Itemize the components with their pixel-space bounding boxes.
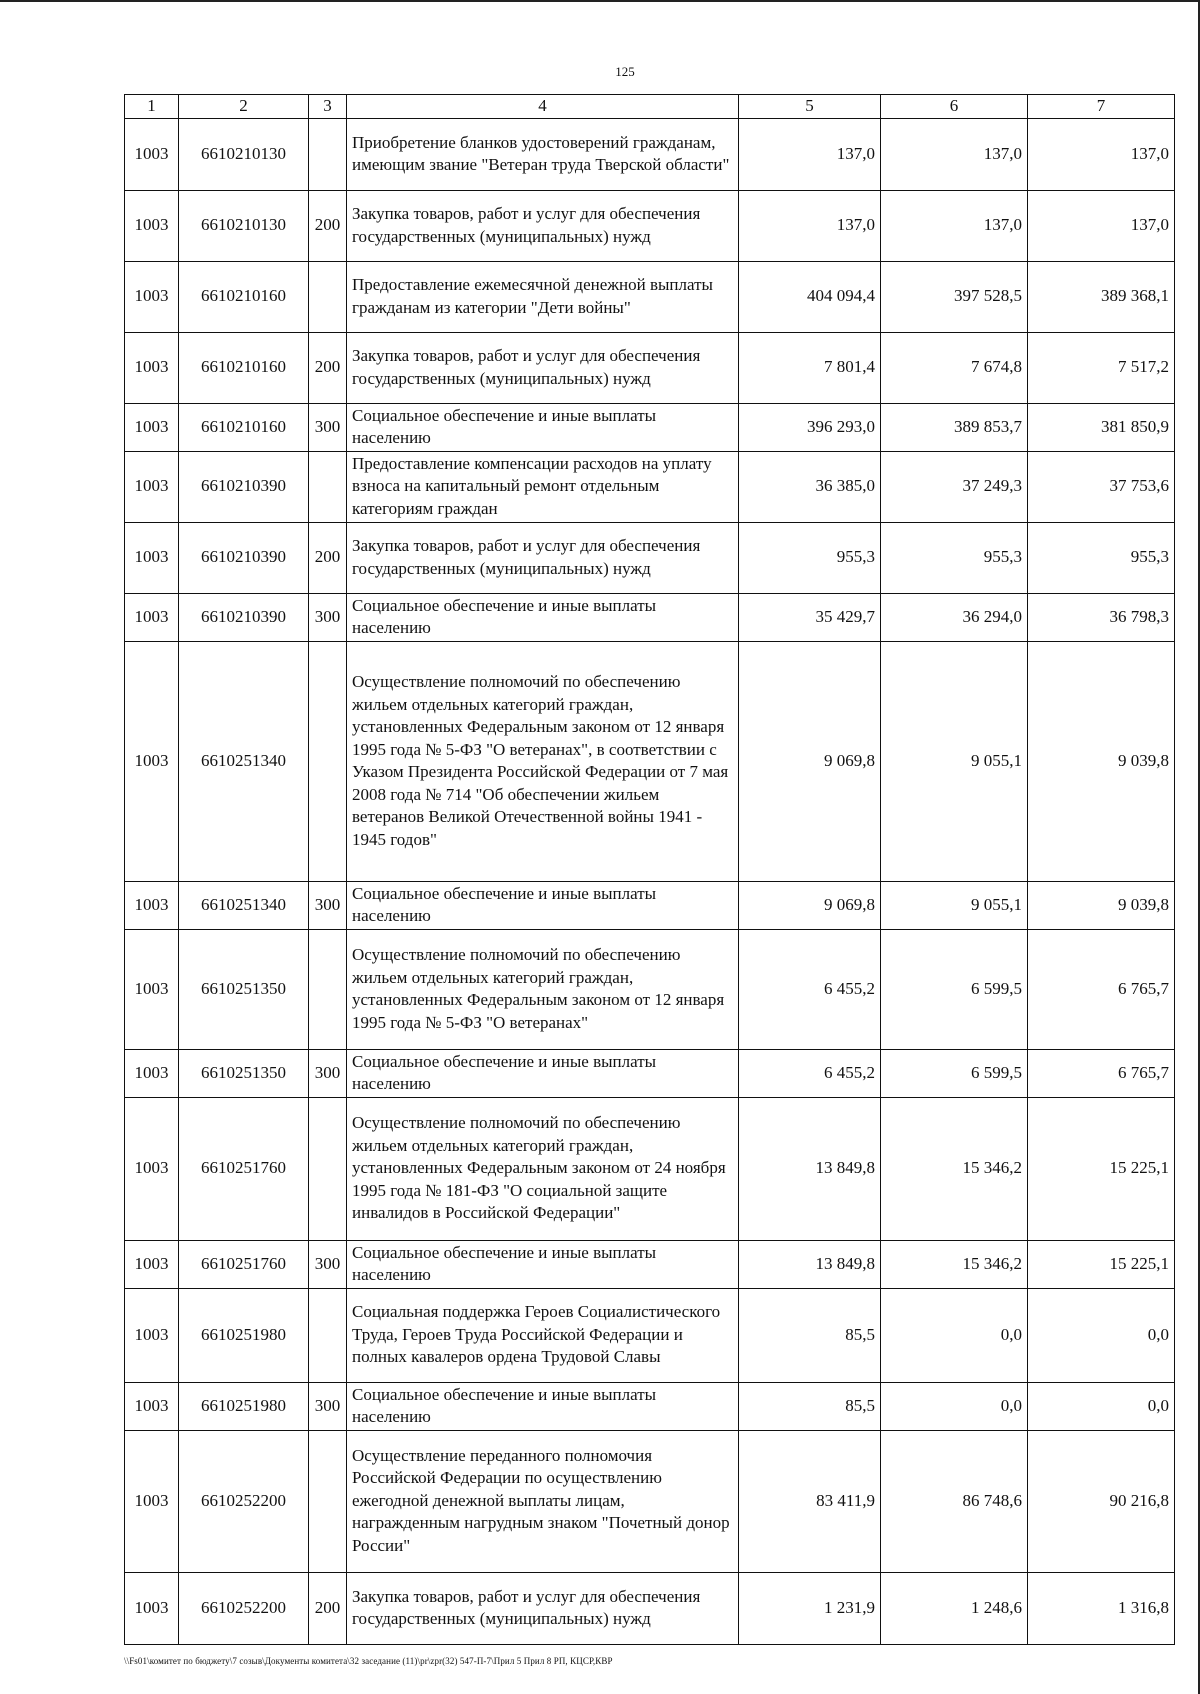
section-code-cell: 1003 xyxy=(125,332,179,403)
table-row xyxy=(125,881,1175,929)
item-name-cell: Социальное обеспечение и иные выплаты населению xyxy=(347,881,739,929)
item-name-cell: Социальное обеспечение и иные выплаты населению xyxy=(347,403,739,451)
budget-table xyxy=(124,94,1175,1645)
amount-col7-cell: 0,0 xyxy=(1028,1382,1175,1430)
expense-type-code-cell: 300 xyxy=(309,1382,347,1430)
amount-col5-cell: 1 231,9 xyxy=(739,1572,881,1644)
target-article-code-cell: 6610251980 xyxy=(179,1382,309,1430)
target-article-code-cell: 6610252200 xyxy=(179,1430,309,1572)
column-number-row xyxy=(125,95,1175,119)
table-row xyxy=(125,118,1175,190)
amount-col6-cell: 36 294,0 xyxy=(881,593,1028,641)
item-name-cell: Закупка товаров, работ и услуг для обеспечения государственных (муниципальных) нужд xyxy=(347,522,739,593)
amount-col6-cell: 6 599,5 xyxy=(881,929,1028,1049)
amount-col7-cell: 36 798,3 xyxy=(1028,593,1175,641)
section-code-cell: 1003 xyxy=(125,118,179,190)
section-code-cell: 1003 xyxy=(125,1382,179,1430)
section-code-cell: 1003 xyxy=(125,403,179,451)
section-code-cell: 1003 xyxy=(125,1240,179,1288)
table-row xyxy=(125,1049,1175,1097)
item-name-cell: Осуществление переданного полномочия Российской Федерации по осуществлению ежегодной денежной выплаты лицам, награжденным нагрудным знаком "Почетный донор России" xyxy=(347,1430,739,1572)
target-article-code-cell: 6610210130 xyxy=(179,190,309,261)
page-border-top xyxy=(0,0,1200,2)
amount-col5-cell: 6 455,2 xyxy=(739,1049,881,1097)
amount-col5-cell: 9 069,8 xyxy=(739,881,881,929)
amount-col7-cell: 15 225,1 xyxy=(1028,1240,1175,1288)
amount-col7-cell: 1 316,8 xyxy=(1028,1572,1175,1644)
target-article-code-cell: 6610210390 xyxy=(179,451,309,522)
amount-col5-cell: 83 411,9 xyxy=(739,1430,881,1572)
amount-col5-cell: 85,5 xyxy=(739,1288,881,1382)
expense-type-code-cell: 200 xyxy=(309,1572,347,1644)
amount-col6-cell: 1 248,6 xyxy=(881,1572,1028,1644)
section-code-cell: 1003 xyxy=(125,1049,179,1097)
item-name-cell: Социальное обеспечение и иные выплаты населению xyxy=(347,1240,739,1288)
section-code-cell: 1003 xyxy=(125,641,179,881)
expense-type-code-cell: 200 xyxy=(309,332,347,403)
table-row xyxy=(125,522,1175,593)
amount-col5-cell: 35 429,7 xyxy=(739,593,881,641)
section-code-cell: 1003 xyxy=(125,1572,179,1644)
amount-col6-cell: 389 853,7 xyxy=(881,403,1028,451)
expense-type-code-cell xyxy=(309,641,347,881)
section-code-cell: 1003 xyxy=(125,522,179,593)
table-row xyxy=(125,929,1175,1049)
amount-col7-cell: 6 765,7 xyxy=(1028,929,1175,1049)
amount-col5-cell: 404 094,4 xyxy=(739,261,881,332)
amount-col7-cell: 6 765,7 xyxy=(1028,1049,1175,1097)
amount-col7-cell: 389 368,1 xyxy=(1028,261,1175,332)
expense-type-code-cell xyxy=(309,451,347,522)
section-code-cell: 1003 xyxy=(125,190,179,261)
amount-col5-cell: 36 385,0 xyxy=(739,451,881,522)
target-article-code-cell: 6610210160 xyxy=(179,261,309,332)
amount-col5-cell: 7 801,4 xyxy=(739,332,881,403)
amount-col5-cell: 13 849,8 xyxy=(739,1240,881,1288)
table-row xyxy=(125,1288,1175,1382)
amount-col6-cell: 0,0 xyxy=(881,1288,1028,1382)
section-code-cell: 1003 xyxy=(125,1288,179,1382)
expense-type-code-cell: 300 xyxy=(309,1049,347,1097)
expense-type-code-cell: 200 xyxy=(309,522,347,593)
amount-col5-cell: 6 455,2 xyxy=(739,929,881,1049)
section-code-cell: 1003 xyxy=(125,1097,179,1240)
expense-type-code-cell: 300 xyxy=(309,593,347,641)
table-row xyxy=(125,1097,1175,1240)
expense-type-code-cell: 300 xyxy=(309,403,347,451)
amount-col6-cell: 37 249,3 xyxy=(881,451,1028,522)
item-name-cell: Закупка товаров, работ и услуг для обеспечения государственных (муниципальных) нужд xyxy=(347,190,739,261)
target-article-code-cell: 6610252200 xyxy=(179,1572,309,1644)
table-row xyxy=(125,261,1175,332)
table-row xyxy=(125,1430,1175,1572)
item-name-cell: Осуществление полномочий по обеспечению жильем отдельных категорий граждан, установленных Федеральным законом от 12 января 1995 года № 5-ФЗ "О ветеранах" xyxy=(347,929,739,1049)
item-name-cell: Осуществление полномочий по обеспечению жильем отдельных категорий граждан, установленных Федеральным законом от 12 января 1995 года № 5-ФЗ "О ветеранах", в соответствии с Указом Президента Российской Федерации от 7 мая 2008 года № 714 "Об обеспечении жильем ветеранов Великой Отечественной войны 1941 - 1945 годов" xyxy=(347,641,739,881)
target-article-code-cell: 6610210160 xyxy=(179,403,309,451)
amount-col7-cell: 9 039,8 xyxy=(1028,881,1175,929)
section-code-cell: 1003 xyxy=(125,881,179,929)
section-code-cell: 1003 xyxy=(125,929,179,1049)
amount-col7-cell: 9 039,8 xyxy=(1028,641,1175,881)
amount-col6-cell: 6 599,5 xyxy=(881,1049,1028,1097)
table-row xyxy=(125,451,1175,522)
amount-col6-cell: 955,3 xyxy=(881,522,1028,593)
amount-col6-cell: 397 528,5 xyxy=(881,261,1028,332)
expense-type-code-cell: 200 xyxy=(309,190,347,261)
amount-col6-cell: 9 055,1 xyxy=(881,881,1028,929)
target-article-code-cell: 6610251980 xyxy=(179,1288,309,1382)
item-name-cell: Социальное обеспечение и иные выплаты населению xyxy=(347,1382,739,1430)
item-name-cell: Осуществление полномочий по обеспечению жильем отдельных категорий граждан, установленных Федеральным законом от 24 ноября 1995 года № 181-ФЗ "О социальной защите инвалидов в Российской Федерации" xyxy=(347,1097,739,1240)
column-header: 4 xyxy=(347,95,739,119)
item-name-cell: Предоставление ежемесячной денежной выплаты гражданам из категории "Дети войны" xyxy=(347,261,739,332)
amount-col6-cell: 137,0 xyxy=(881,190,1028,261)
column-header: 7 xyxy=(1028,95,1175,119)
target-article-code-cell: 6610210390 xyxy=(179,593,309,641)
section-code-cell: 1003 xyxy=(125,451,179,522)
expense-type-code-cell xyxy=(309,1430,347,1572)
page-number: 125 xyxy=(615,64,635,79)
amount-col7-cell: 137,0 xyxy=(1028,190,1175,261)
section-code-cell: 1003 xyxy=(125,1430,179,1572)
expense-type-code-cell xyxy=(309,118,347,190)
item-name-cell: Социальная поддержка Героев Социалистического Труда, Героев Труда Российской Федерации и полных кавалеров ордена Трудовой Славы xyxy=(347,1288,739,1382)
amount-col7-cell: 7 517,2 xyxy=(1028,332,1175,403)
expense-type-code-cell xyxy=(309,1097,347,1240)
target-article-code-cell: 6610210160 xyxy=(179,332,309,403)
amount-col7-cell: 37 753,6 xyxy=(1028,451,1175,522)
column-header: 1 xyxy=(125,95,179,119)
amount-col5-cell: 13 849,8 xyxy=(739,1097,881,1240)
item-name-cell: Социальное обеспечение и иные выплаты населению xyxy=(347,1049,739,1097)
amount-col5-cell: 85,5 xyxy=(739,1382,881,1430)
target-article-code-cell: 6610210130 xyxy=(179,118,309,190)
target-article-code-cell: 6610251760 xyxy=(179,1097,309,1240)
table-row xyxy=(125,593,1175,641)
table-row xyxy=(125,332,1175,403)
column-header: 3 xyxy=(309,95,347,119)
section-code-cell: 1003 xyxy=(125,261,179,332)
column-header: 5 xyxy=(739,95,881,119)
amount-col7-cell: 955,3 xyxy=(1028,522,1175,593)
amount-col6-cell: 86 748,6 xyxy=(881,1430,1028,1572)
target-article-code-cell: 6610251340 xyxy=(179,641,309,881)
item-name-cell: Закупка товаров, работ и услуг для обеспечения государственных (муниципальных) нужд xyxy=(347,1572,739,1644)
amount-col5-cell: 137,0 xyxy=(739,190,881,261)
amount-col7-cell: 90 216,8 xyxy=(1028,1430,1175,1572)
amount-col5-cell: 137,0 xyxy=(739,118,881,190)
item-name-cell: Закупка товаров, работ и услуг для обеспечения государственных (муниципальных) нужд xyxy=(347,332,739,403)
table-row xyxy=(125,403,1175,451)
target-article-code-cell: 6610251760 xyxy=(179,1240,309,1288)
target-article-code-cell: 6610251350 xyxy=(179,1049,309,1097)
item-name-cell: Социальное обеспечение и иные выплаты населению xyxy=(347,593,739,641)
amount-col7-cell: 15 225,1 xyxy=(1028,1097,1175,1240)
amount-col7-cell: 137,0 xyxy=(1028,118,1175,190)
table-row xyxy=(125,1240,1175,1288)
target-article-code-cell: 6610210390 xyxy=(179,522,309,593)
amount-col5-cell: 9 069,8 xyxy=(739,641,881,881)
expense-type-code-cell: 300 xyxy=(309,881,347,929)
amount-col6-cell: 9 055,1 xyxy=(881,641,1028,881)
item-name-cell: Приобретение бланков удостоверений гражданам, имеющим звание "Ветеран труда Тверской области" xyxy=(347,118,739,190)
table-body xyxy=(125,118,1175,1644)
table-row xyxy=(125,1572,1175,1644)
table-row xyxy=(125,190,1175,261)
column-header: 6 xyxy=(881,95,1028,119)
amount-col6-cell: 15 346,2 xyxy=(881,1097,1028,1240)
amount-col6-cell: 0,0 xyxy=(881,1382,1028,1430)
amount-col7-cell: 381 850,9 xyxy=(1028,403,1175,451)
item-name-cell: Предоставление компенсации расходов на уплату взноса на капитальный ремонт отдельным категориям граждан xyxy=(347,451,739,522)
table-row xyxy=(125,641,1175,881)
expense-type-code-cell: 300 xyxy=(309,1240,347,1288)
expense-type-code-cell xyxy=(309,261,347,332)
target-article-code-cell: 6610251340 xyxy=(179,881,309,929)
amount-col6-cell: 137,0 xyxy=(881,118,1028,190)
amount-col5-cell: 396 293,0 xyxy=(739,403,881,451)
target-article-code-cell: 6610251350 xyxy=(179,929,309,1049)
amount-col6-cell: 15 346,2 xyxy=(881,1240,1028,1288)
table-row xyxy=(125,1382,1175,1430)
column-header: 2 xyxy=(179,95,309,119)
footer-file-path: \\Fs01\комитет по бюджету\7 созыв\Документы комитета\32 заседание (11)\pr\zpr(32) 547-П-7\Прил 5 Прил 8 РП, КЦСР,КВР xyxy=(124,1656,613,1666)
amount-col6-cell: 7 674,8 xyxy=(881,332,1028,403)
section-code-cell: 1003 xyxy=(125,593,179,641)
expense-type-code-cell xyxy=(309,929,347,1049)
amount-col7-cell: 0,0 xyxy=(1028,1288,1175,1382)
expense-type-code-cell xyxy=(309,1288,347,1382)
amount-col5-cell: 955,3 xyxy=(739,522,881,593)
